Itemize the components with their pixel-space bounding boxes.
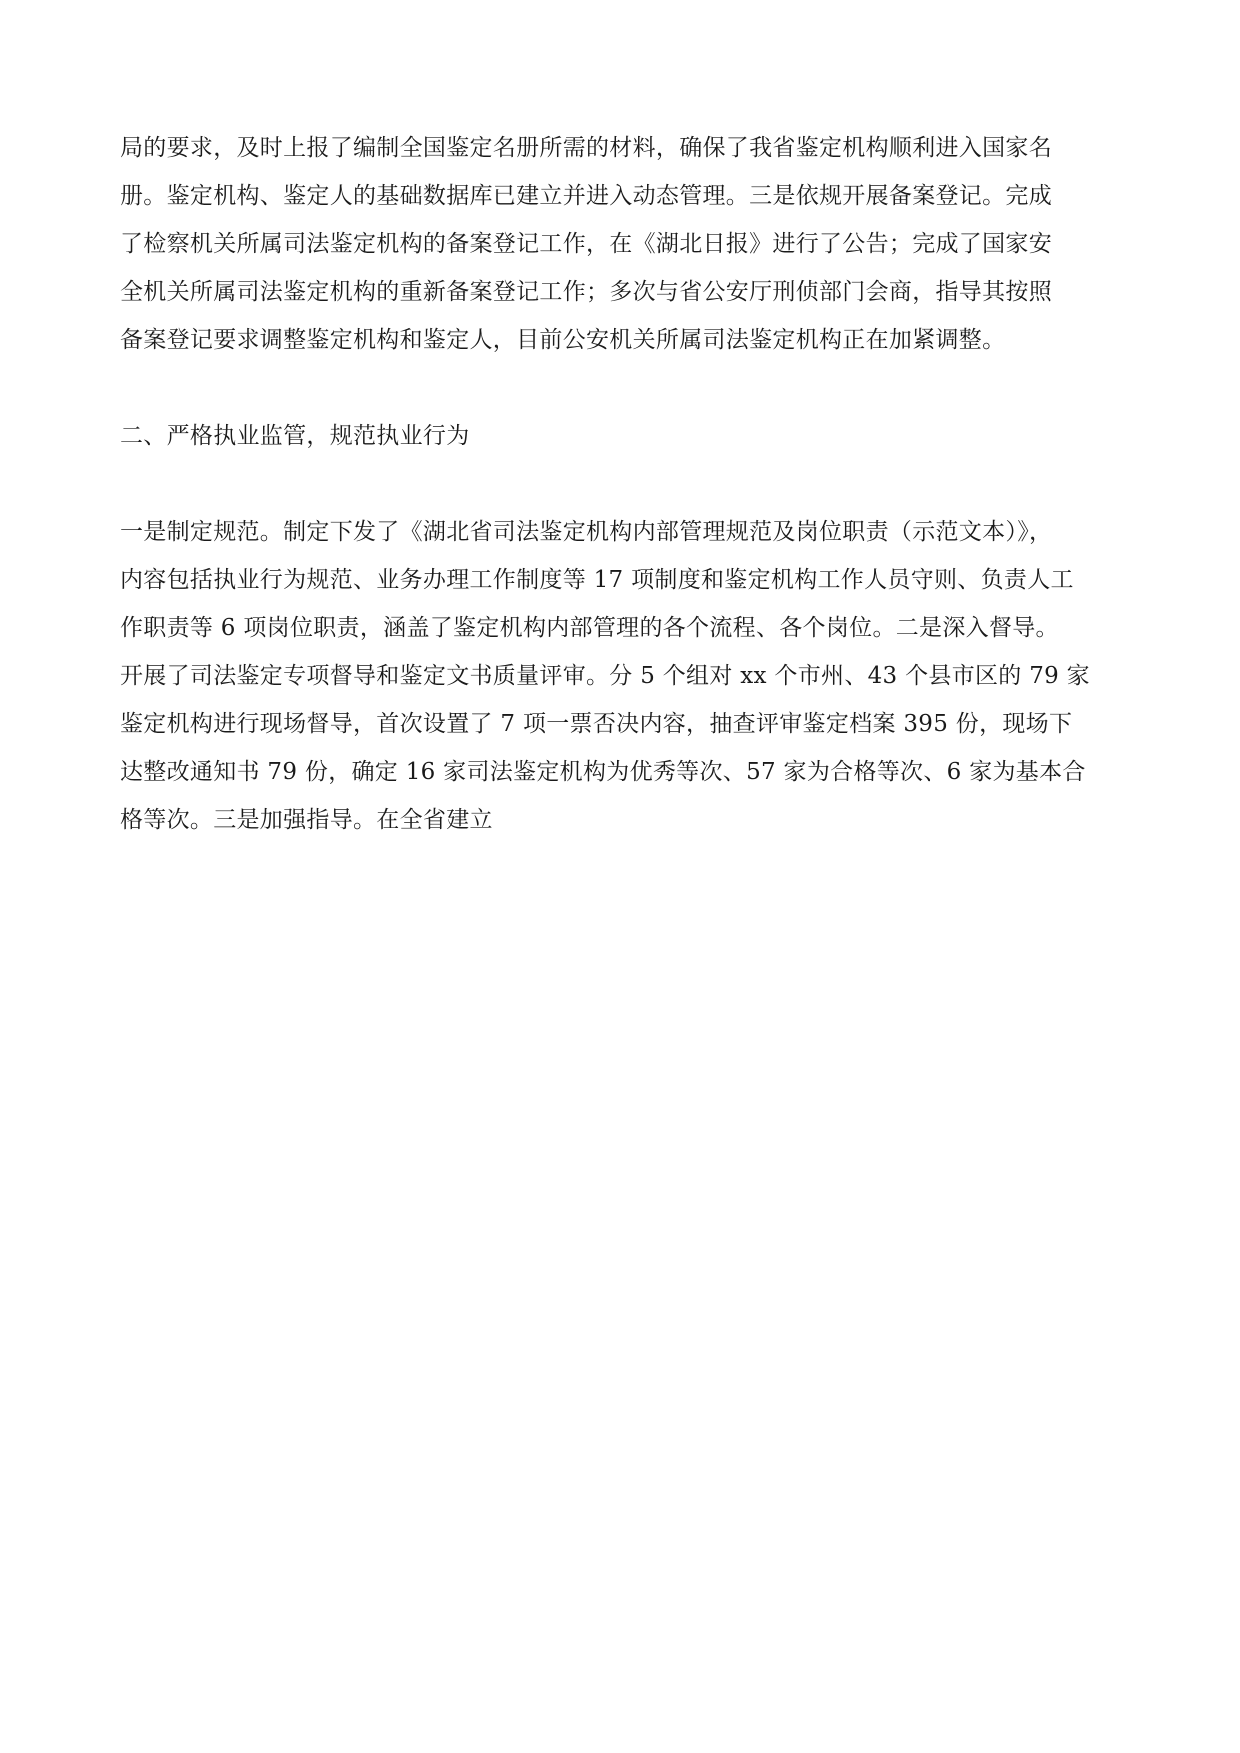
paragraph-line: 达整改通知书 79 份，确定 16 家司法鉴定机构为优秀等次、57 家为合格等次、6 家为基本合: [120, 759, 1086, 785]
paragraph-registration: [120, 124, 1120, 364]
paragraph-line: 作职责等 6 项岗位职责，涵盖了鉴定机构内部管理的各个流程、各个岗位。二是深入督导。: [120, 615, 1059, 641]
paragraph-line: 局的要求，及时上报了编制全国鉴定名册所需的材料，确保了我省鉴定机构顺利进入国家名: [120, 135, 1052, 161]
paragraph-line: 全机关所属司法鉴定机构的重新备案登记工作；多次与省公安厅刑侦部门会商，指导其按照: [120, 279, 1052, 305]
section-heading: [120, 412, 1120, 460]
paragraph-supervision: [120, 508, 1120, 844]
paragraph-line: 册。鉴定机构、鉴定人的基础数据库已建立并进入动态管理。三是依规开展备案登记。完成: [120, 183, 1052, 209]
section-heading-text: 二、严格执业监管，规范执业行为: [120, 423, 470, 449]
paragraph-line: 一是制定规范。制定下发了《湖北省司法鉴定机构内部管理规范及岗位职责（示范文本）》，: [120, 519, 1053, 545]
paragraph-line: 内容包括执业行为规范、业务办理工作制度等 17 项制度和鉴定机构工作人员守则、负责人工: [120, 567, 1074, 593]
paragraph-line: 格等次。三是加强指导。在全省建立: [120, 807, 493, 833]
paragraph-line: 了检察机关所属司法鉴定机构的备案登记工作，在《湖北日报》进行了公告；完成了国家安: [120, 231, 1052, 257]
paragraph-line: 鉴定机构进行现场督导，首次设置了 7 项一票否决内容，抽查评审鉴定档案 395 份，现场下: [120, 711, 1073, 737]
paragraph-line: 开展了司法鉴定专项督导和鉴定文书质量评审。分 5 个组对 xx 个市州、43 个县市区的 79 家: [120, 663, 1090, 689]
paragraph-line: 备案登记要求调整鉴定机构和鉴定人，目前公安机关所属司法鉴定机构正在加紧调整。: [120, 327, 1006, 353]
